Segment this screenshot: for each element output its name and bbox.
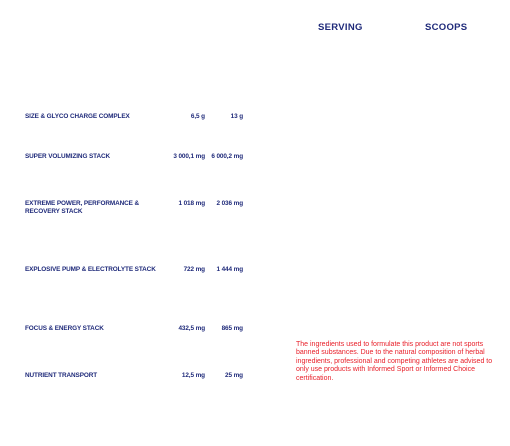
- serving-value: 722 mg: [183, 266, 205, 273]
- scoops-value: 25 mg: [225, 372, 243, 379]
- ingredient-name: EXPLOSIVE PUMP & ELECTROLYTE STACK: [25, 266, 156, 273]
- ingredient-row: [0, 266, 260, 290]
- ingredient-name: NUTRIENT TRANSPORT: [25, 372, 98, 379]
- scoops-value: 2 036 mg: [216, 200, 243, 207]
- ingredient-row: [0, 153, 260, 177]
- ingredient-name: SUPER VOLUMIZING STACK: [25, 153, 111, 160]
- serving-value: 432,5 mg: [178, 325, 205, 332]
- ingredient-name: FOCUS & ENERGY STACK: [25, 325, 104, 332]
- scoops-value: 1 444 mg: [216, 266, 243, 273]
- ingredient-row: [0, 372, 260, 396]
- ingredient-row: [0, 113, 260, 137]
- serving-value: 3 000,1 mg: [173, 153, 205, 160]
- ingredient-row: [0, 200, 260, 224]
- ingredient-row: [0, 325, 260, 349]
- serving-value: 6,5 g: [190, 113, 205, 120]
- scoops-value: 6 000,2 mg: [211, 153, 243, 160]
- scoops-value: 13 g: [230, 113, 243, 120]
- scoops-value: 865 mg: [221, 325, 243, 332]
- serving-column-header: SERVING: [318, 22, 363, 33]
- serving-value: 12,5 mg: [181, 372, 205, 379]
- scoops-column-header: SCOOPS: [425, 22, 468, 33]
- serving-value: 1 018 mg: [178, 200, 205, 207]
- ingredient-name: SIZE & GLYCO CHARGE COMPLEX: [25, 113, 130, 120]
- ingredient-name: EXTREME POWER, PERFORMANCE & RECOVERY STACK: [25, 200, 140, 215]
- disclaimer-text: The ingredients used to formulate this product are not sports banned substances. Due to the natural composition of herbal ingredients, professional and competing athletes are advised to only use products with Informed Sport or Informed Choice certification.: [296, 341, 493, 382]
